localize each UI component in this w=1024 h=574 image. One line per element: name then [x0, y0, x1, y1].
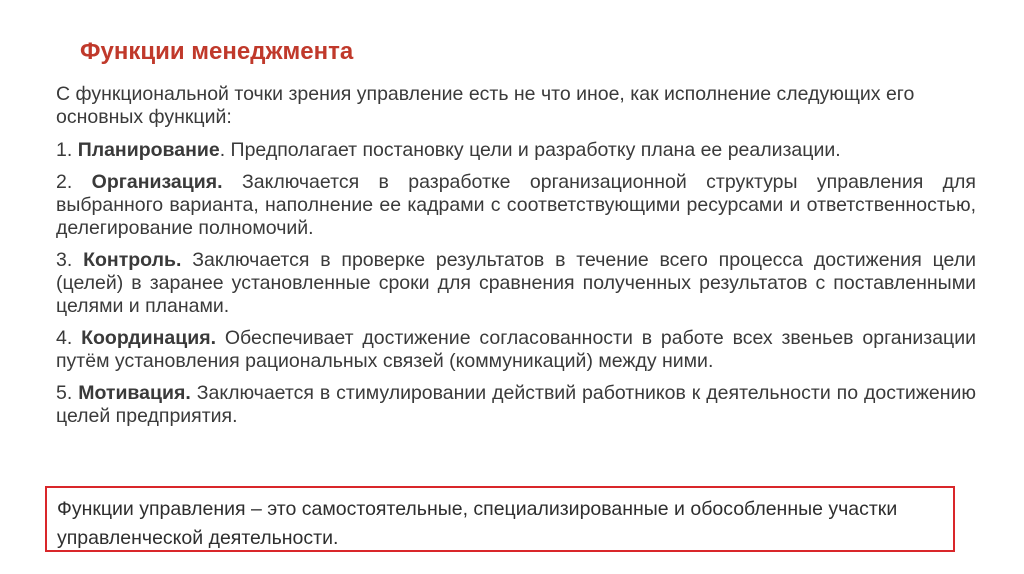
function-item-control	[56, 249, 976, 318]
item-term: Планирование	[77, 139, 220, 161]
item-number: 3.	[56, 249, 73, 271]
item-number: 4.	[56, 327, 73, 349]
item-term: Мотивация.	[78, 382, 191, 404]
function-item-coordination	[56, 327, 976, 373]
function-item-organization	[56, 171, 976, 240]
item-text: . Предполагает постановку цели и разработку плана ее реализации.	[219, 139, 841, 161]
item-text: Заключается в разработке организационной структуры управления для выбранного варианта, наполнение ее кадрами с соответствующими ресурсами и ответственностью, делегирование полномочий.	[56, 171, 976, 239]
item-number: 2.	[56, 171, 73, 193]
definition-box: Функции управления – это самостоятельные, специализированные и обособленные участки управленческой деятельности.	[45, 486, 955, 552]
function-item-motivation	[56, 382, 976, 428]
intro-paragraph: С функциональной точки зрения управление есть не что иное, как исполнение следующих его основных функций:	[56, 83, 915, 128]
item-number: 5.	[56, 382, 73, 404]
item-text: Заключается в проверке результатов в течение всего процесса достижения цели (целей) в заранее установленные сроки для сравнения полученных результатов с поставленными целями и планами.	[56, 249, 977, 317]
item-text: Заключается в стимулировании действий работников к деятельности по достижению целей предприятия.	[56, 382, 976, 427]
slide-title: Функции менеджмента	[80, 38, 354, 65]
item-term: Координация.	[81, 327, 217, 349]
function-item-planning	[56, 139, 976, 162]
item-term: Организация.	[91, 171, 223, 193]
item-term: Контроль.	[83, 249, 182, 271]
slide-body	[56, 83, 976, 437]
item-number: 1.	[56, 139, 73, 161]
item-text: Обеспечивает достижение согласованности в работе всех звеньев организации путём установления рациональных связей (коммуникаций) между ними.	[56, 327, 976, 372]
